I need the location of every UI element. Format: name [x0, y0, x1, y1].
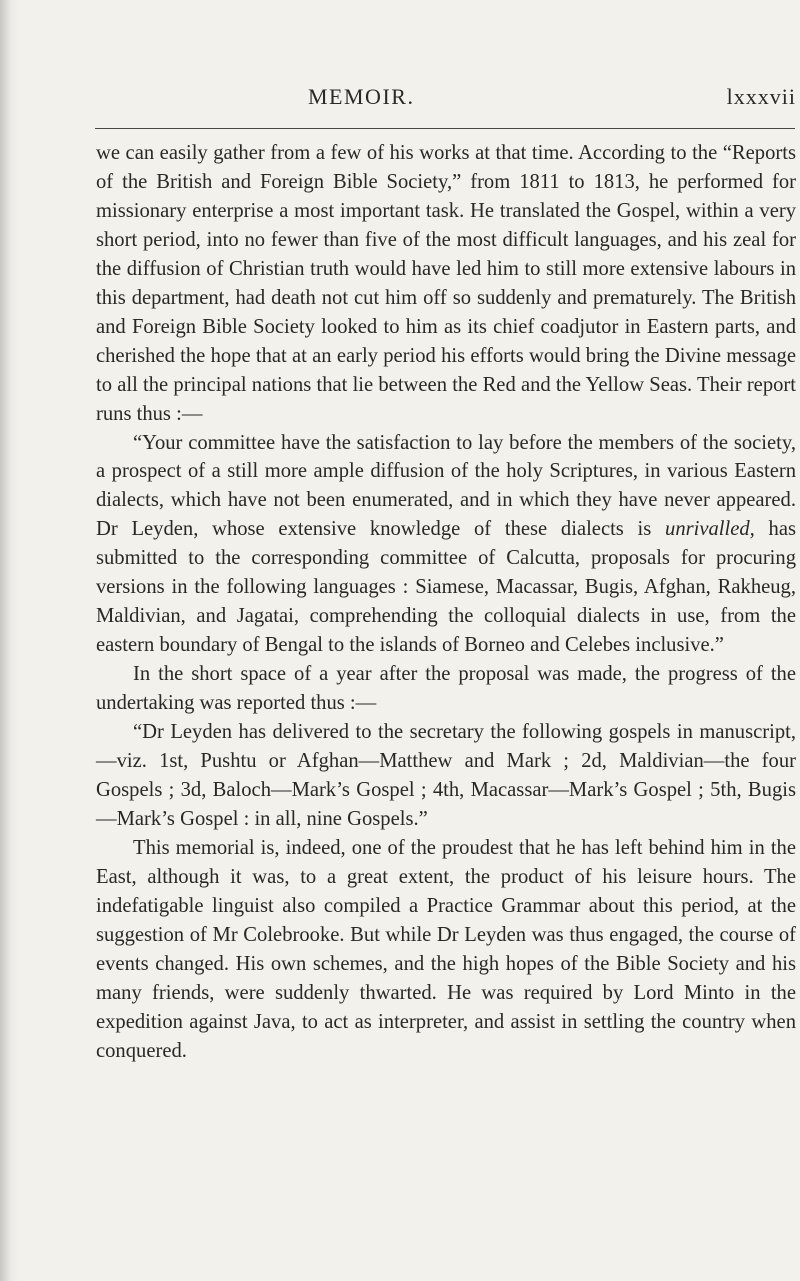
paragraph-memorial: This memorial is, indeed, one of the proudest that he has left behind him in the East, although it was, to a great extent, the product of his leisure hours. The indefatigable linguist also compiled a Practice Grammar about this period, at the suggestion of Mr Colebrooke. But while Dr Leyden was thus engaged, the course of events changed. His own schemes, and the high hopes of the Bible Society and his many friends, were suddenly thwarted. He was required by Lord Minto in the expedition against Java, to act as interpreter, and assist in settling the country when conquered.: [96, 836, 796, 1062]
paragraph-report-quote: [96, 429, 796, 661]
quote-text-after: has submitted to the corresponding committee of Calcutta, proposals for procuring versions in the following languages : Siamese, Macassar, Bugis, Afghan, Rakheug, Maldivian, and Jagatai, comprehending the colloquial dialects in use, from the eastern boundary of Bengal to the islands of Borneo and Celebes inclusive.”: [96, 518, 796, 657]
header-rule: [95, 128, 795, 129]
paragraph-continuation: we can easily gather from a few of his works at that time. According to the “Reports of the British and Foreign Bible Society,” from 1811 to 1813, he performed for missionary enterprise a most important task. He translated the Gospel, within a very short period, into no fewer than five of the most difficult languages, and his zeal for the diffusion of Christian truth would have led him to still more extensive labours in this department, had death not cut him off so suddenly and prematurely. The British and Foreign Bible Society looked to him as its chief coadjutor in Eastern parts, and cherished the hope that at an early period his efforts would bring the Divine message to all the principal nations that lie between the Red and the Yellow Seas. Their report runs thus :—: [96, 142, 796, 425]
page-number: lxxxvii: [726, 84, 796, 109]
paragraph-progress-intro: In the short space of a year after the proposal was made, the progress of the undertaking was reported thus :—: [96, 663, 796, 715]
running-title: MEMOIR.: [308, 84, 415, 109]
quote-text-before: “Your committee have the satisfaction to lay before the members of the society, a prospect of a still more ample diffusion of the holy Scriptures, in various Eastern dialects, which have not been enumerated, and in which they have never appeared. Dr Leyden, whose extensive knowledge of these dialects is: [96, 431, 796, 541]
page-gutter-shadow: [0, 0, 18, 1281]
paragraph-gospels-quote: “Dr Leyden has delivered to the secretary the following gospels in manuscript,—viz. 1st, Pushtu or Afghan—Matthew and Mark ; 2d, Maldivian—the four Gospels ; 3d, Baloch—Mark’s Gospel ; 4th, Macassar—Mark’s Gospel ; 5th, Bugis—Mark’s Gospel : in all, nine Gospels.”: [96, 721, 796, 830]
quote-emphasis: unrivalled,: [665, 518, 755, 541]
running-header: [96, 84, 796, 116]
body-text: [96, 139, 796, 1066]
